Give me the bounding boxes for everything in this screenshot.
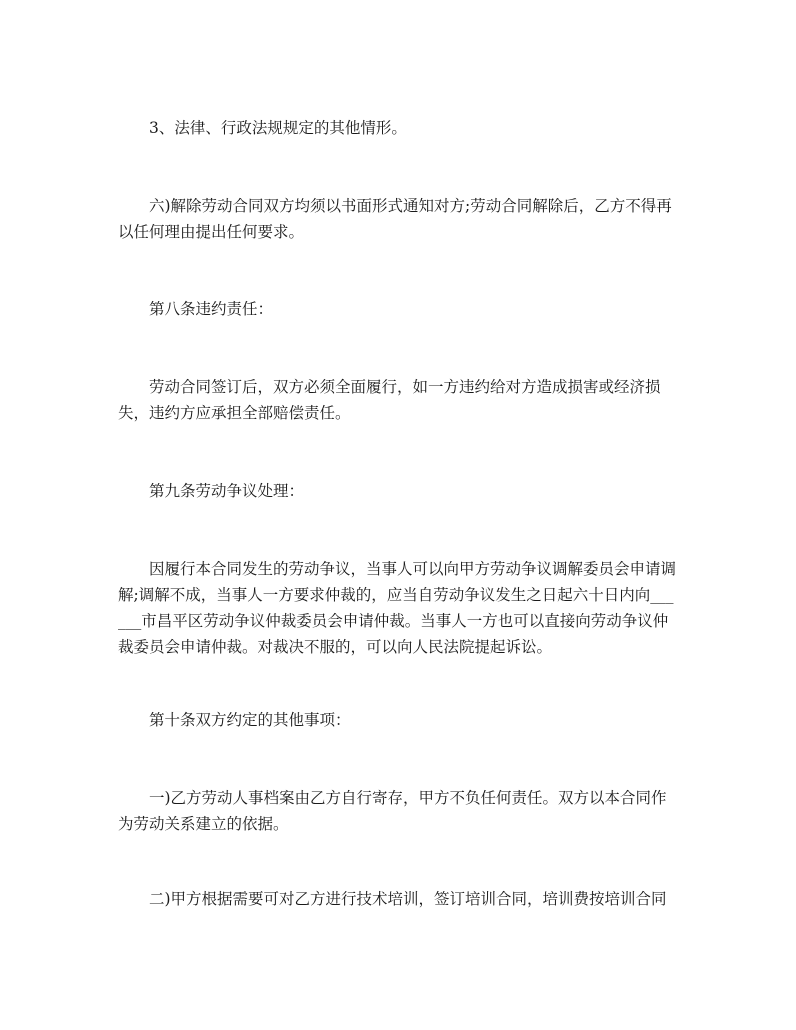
paragraph-personnel-file: 一)乙方劳动人事档案由乙方自行寄存，甲方不负任何责任。双方以本合同作为劳动关系建立的依据。: [118, 789, 667, 833]
paragraph-dispute-resolution: 因履行本合同发生的劳动争议，当事人可以向甲方劳动争议调解委员会申请调解;调解不成，当事人一方要求仲裁的，应当自劳动争议发生之日起六十日内向______市昌平区劳动争议仲裁委员会申请仲裁。当事人一方也可以直接向劳动争议仲裁委员会申请仲裁。对裁决不服的，可以向人民法院提起诉讼。: [118, 560, 677, 656]
paragraph-technical-training: 二)甲方根据需要可对乙方进行技术培训，签订培训合同，培训费按培训合同: [149, 890, 667, 908]
heading-article-9: 第九条劳动争议处理：: [149, 482, 305, 500]
heading-article-10: 第十条双方约定的其他事项：: [149, 711, 351, 729]
paragraph-breach-liability: 劳动合同签订后，双方必须全面履行，如一方违约给对方造成损害或经济损失，违约方应承担全部赔偿责任。: [118, 378, 661, 422]
paragraph-legal-circumstances: 3、法律、行政法规规定的其他情形。: [149, 119, 407, 137]
paragraph-termination-notice: 六)解除劳动合同双方均须以书面形式通知对方;劳动合同解除后，乙方不得再以任何理由提出任何要求。: [118, 197, 672, 241]
heading-article-8: 第八条违约责任：: [149, 300, 274, 318]
